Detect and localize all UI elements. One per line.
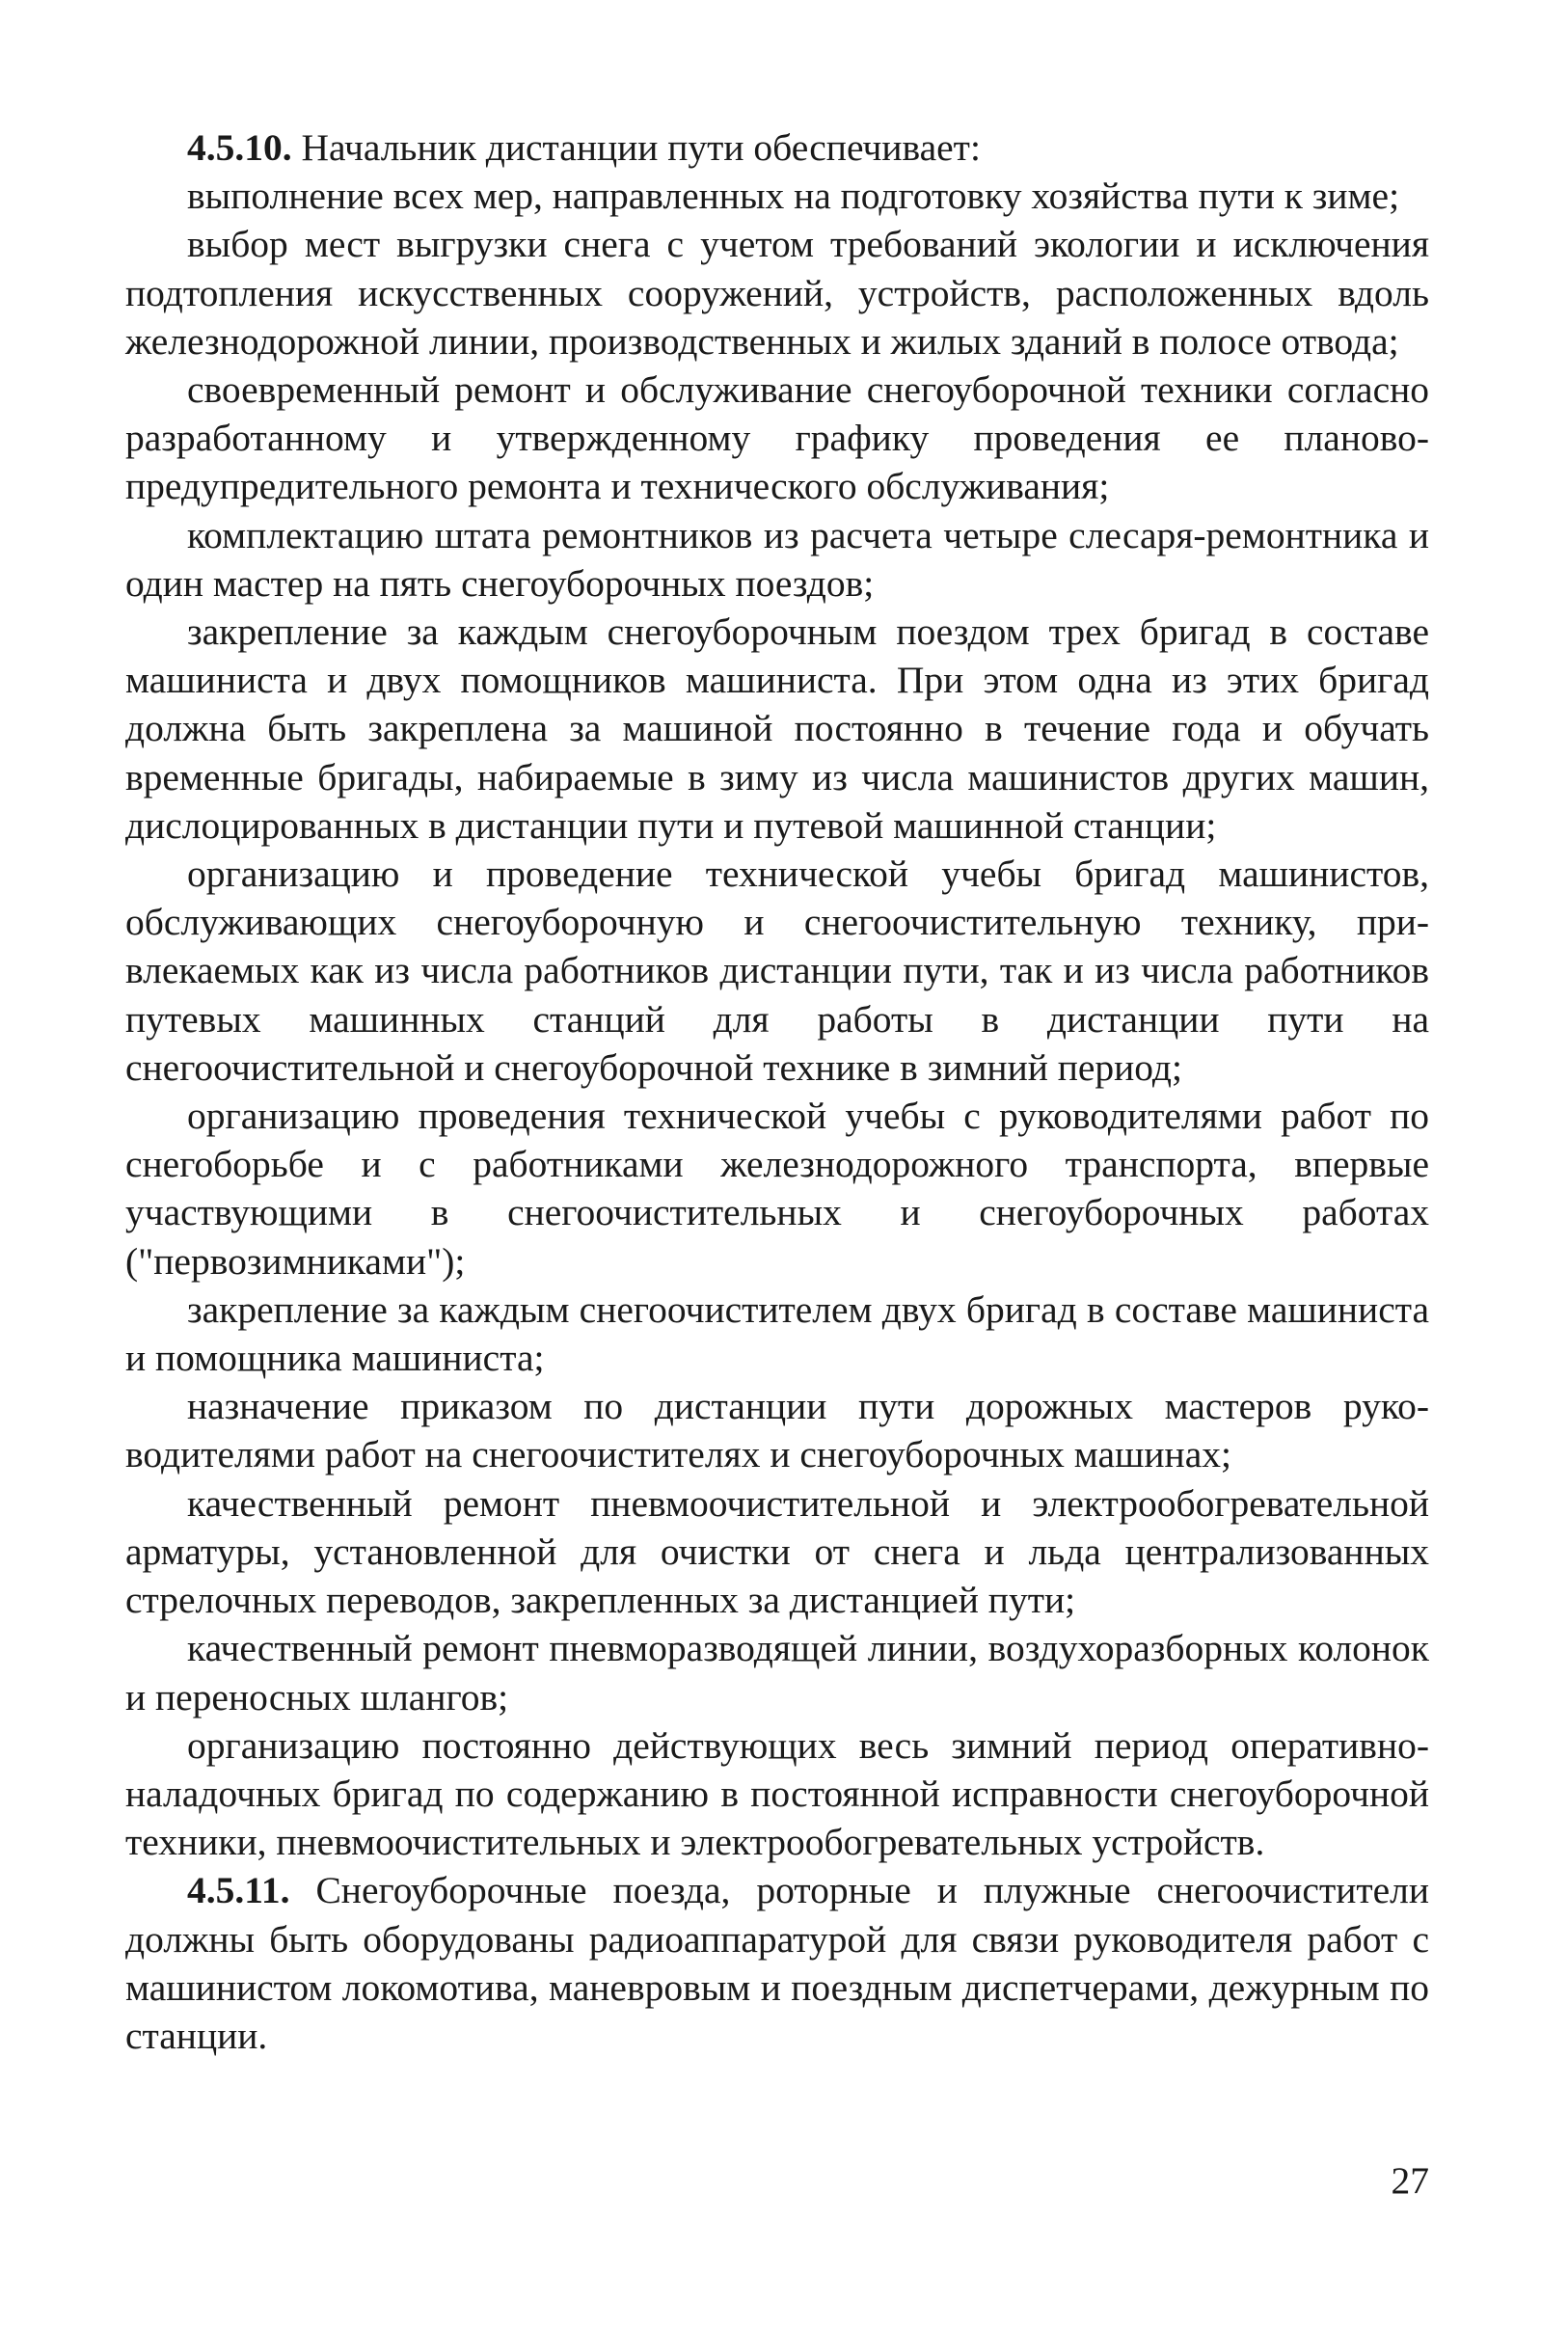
list-item-paragraph <box>125 850 1429 1092</box>
page-number: 27 <box>1391 2159 1429 2202</box>
paragraph-text: закрепление за каждым снегоочистителем двух бригад в составе машиниста и помощника машиниста; <box>125 1287 1429 1380</box>
list-item-paragraph <box>125 365 1429 511</box>
paragraph-text: Начальник дистанции пути обеспечивает: <box>291 126 981 169</box>
paragraph-text: назначение приказом по дистанции пути дорожных мастеров руководителями работ на снегоочистителях и снегоуборочных машинах; <box>125 1385 1429 1476</box>
section-number: 4.5.11. <box>187 1869 290 1912</box>
paragraph-text: выбор мест выгрузки снега с учетом требований экологии и исключения подтопления искусственных сооружений, устройств, расположенных вдоль железнодорожной линии, производственных и жилых зданий в полосе отвода; <box>125 223 1429 363</box>
section-paragraph <box>125 1866 1429 2060</box>
paragraph-text: выполнение всех мер, направленных на подготовку хозяйства пути к зиме; <box>187 175 1400 218</box>
section-number: 4.5.10. <box>187 126 292 169</box>
paragraph-text: своевременный ремонт и обслуживание снегоуборочной техники согласно разработанному и утвержденному графику проведения ее планово-предупредительного ремонта и технического обслуживания; <box>125 368 1429 508</box>
paragraph-text: организацию постоянно действующих весь зимний период оперативно-наладочных бригад по содержанию в постоянной исправности снегоуборочной техники, пневмоочистительных и электрообогревательных устройств. <box>125 1723 1429 1864</box>
document-body <box>125 123 1429 2060</box>
paragraph-text: организацию проведения технической учебы с руководителями работ по снегоборьбе и с работниками железнодорожного транспорта, впервые участвующими в снегоочистительных и снегоуборочных работах ("первозимниками"); <box>125 1095 1429 1283</box>
list-item-paragraph <box>125 1624 1429 1720</box>
list-item-paragraph <box>125 220 1429 365</box>
paragraph-text: комплектацию штата ремонтников из расчета четыре слесаря-ремонтника и один мастер на пять снегоуборочных поездов; <box>125 513 1429 605</box>
section-paragraph <box>125 123 1429 172</box>
list-item-paragraph <box>125 511 1429 608</box>
list-item-paragraph <box>125 608 1429 850</box>
list-item-paragraph <box>125 1286 1429 1382</box>
paragraph-text: качественный ремонт пневморазводящей линии, воздухоразборных колонок и переносных шлангов; <box>125 1627 1429 1719</box>
list-item-paragraph <box>125 1092 1429 1286</box>
list-item-paragraph <box>125 1382 1429 1478</box>
paragraph-text: закрепление за каждым снегоуборочным поездом трех бригад в составе машиниста и двух помощников машиниста. При этом одна из этих бригад должна быть закреплена за машиной постоянно в течение года и обучать временные бригады, набираемые в зиму из числа машинистов других машин, дислоцированных в дистанции пути и путевой машинной станции; <box>125 610 1429 847</box>
list-item-paragraph <box>125 1721 1429 1867</box>
list-item-paragraph <box>125 1479 1429 1625</box>
list-item-paragraph <box>125 172 1429 220</box>
paragraph-text: Снегоуборочные поезда, роторные и плужные снегоочистители должны быть оборудованы радиоаппаратурой для связи руководителя работ с машинистом локомотива, маневровым и поездным диспетчерами, дежурным по станции. <box>125 1869 1429 2057</box>
paragraph-text: организацию и проведение технической учебы бригад машинистов, обслуживающих снегоуборочную и снегоочистительную технику, привлекаемых как из числа работников дистанции пути, так и из числа работников путевых машинных станций для работы в дистанции пути на снегоочистительной и снегоуборочной технике в зимний период; <box>125 853 1429 1089</box>
paragraph-text: качественный ремонт пневмоочистительной и электрообогревательной арматуры, установленной для очистки от снега и льда централизованных стрелочных переводов, закрепленных за дистанцией пути; <box>125 1481 1429 1622</box>
